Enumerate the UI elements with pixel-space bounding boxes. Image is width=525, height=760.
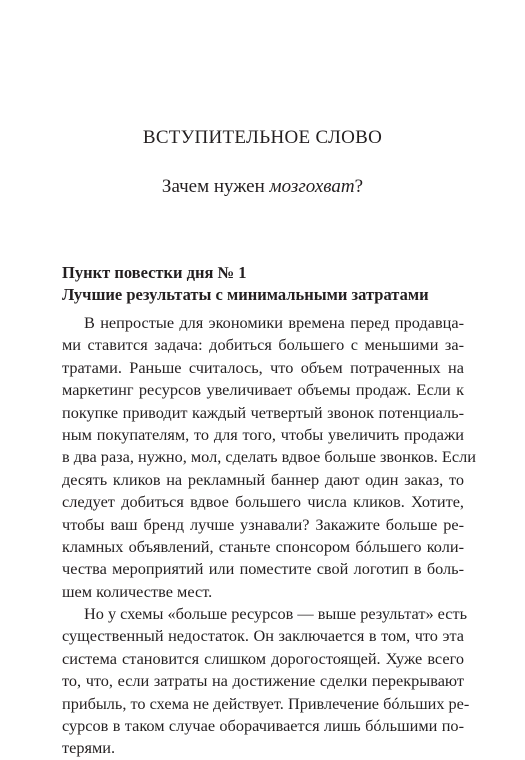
chapter-subtitle-prefix: Зачем нужен	[161, 176, 270, 197]
paragraph-1-line: маркетинг ресурсов увеличивает объемы продаж. Если к	[62, 380, 464, 400]
paragraph-2-line: существенный недостаток. Он заключается в том, что эта	[62, 626, 464, 646]
paragraph-1-line: десять кликов на рекламный баннер дают один заказ, то	[62, 469, 464, 489]
paragraph-1-line: чтобы ваш бренд лучше узнавали? Закажите больше ре-	[62, 514, 464, 534]
paragraph-1-line: чества мероприятий или поместите свой логотип в боль-	[62, 559, 464, 579]
paragraph-1-line: тратами. Раньше считалось, что объем потраченных на	[62, 357, 464, 377]
paragraph-2-line: то, что, если затраты на достижение сделки перекрывают	[62, 671, 464, 691]
paragraph-2-line: терями.	[62, 738, 116, 758]
paragraph-1-line: следует добиться вдвое большего числа кликов. Хотите,	[62, 492, 464, 512]
paragraph-1-line: ным покупателям, то для того, чтобы увеличить продажи	[62, 424, 464, 444]
paragraph-2-line: система становится слишком дорогостоящей. Хуже всего	[62, 648, 464, 668]
paragraph-2-line: сурсов в таком случае оборачивается лишь бóльшими по-	[62, 716, 464, 736]
paragraph-2-line: прибыль, то схема не действует. Привлечение бóльших ре-	[62, 693, 470, 713]
paragraph-1-line: покупке приводит каждый четвертый звонок потенциаль-	[62, 402, 464, 422]
chapter-title: ВСТУПИТЕЛЬНОЕ СЛОВО	[142, 127, 383, 148]
section-heading-line-1: Пункт повестки дня № 1	[62, 263, 247, 282]
body-text	[62, 312, 476, 760]
chapter-subtitle-suffix: ?	[354, 176, 364, 197]
paragraph-2-line: Но у схемы «больше ресурсов — выше результат» есть	[84, 604, 468, 624]
paragraph-1-line: в два раза, нужно, мол, сделать вдвое больше звонков. Если	[62, 447, 476, 467]
chapter-subtitle-emphasis: мозгохват	[269, 176, 355, 197]
paragraph-1-line: ми ставится задача: добиться большего с меньшими за-	[62, 335, 464, 355]
paragraph-1-line: В непростые для экономики времена перед продавца-	[84, 313, 464, 332]
paragraph-1-line: кламных объявлений, станьте спонсором бóльшего коли-	[62, 536, 464, 556]
chapter-subtitle	[0, 176, 525, 198]
section-heading-line-2: Лучшие результаты с минимальными затратами	[62, 285, 429, 304]
section-heading	[62, 262, 462, 306]
paragraph-1-line: шем количестве мест.	[62, 581, 213, 601]
